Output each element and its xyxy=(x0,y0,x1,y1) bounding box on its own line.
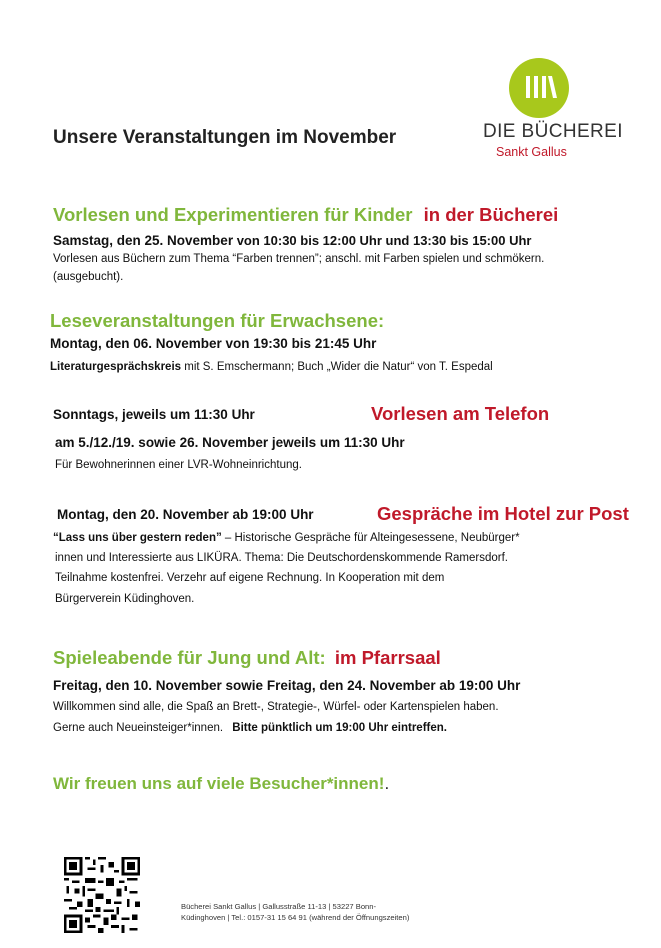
event1-note: (ausgebucht). xyxy=(53,271,124,283)
event1-time: von 10:30 bis 12:00 Uhr und 13:30 bis 15:00 Uhr xyxy=(233,233,532,248)
event1-date-line xyxy=(53,233,531,248)
event2-desc-bold: Literaturgesprächskreis xyxy=(50,361,182,373)
event2-description-line xyxy=(50,361,493,373)
event5-dates: Freitag, den 10. November sowie Freitag, den 24. November ab 19:00 Uhr xyxy=(53,678,521,693)
event2-desc: mit S. Emschermann; Buch „Wider die Natur“ von T. Espedal xyxy=(181,361,493,373)
event5-desc2-line xyxy=(53,722,447,734)
footer-line1: Bücherei Sankt Gallus | Gallusstraße 11-13 | 53227 Bonn- xyxy=(181,902,377,911)
closing-text: Wir freuen uns auf viele Besucher*innen! xyxy=(53,774,385,793)
event3-description: Für Bewohnerinnen einer LVR-Wohneinrichtung. xyxy=(55,459,302,471)
logo-mark-icon xyxy=(509,58,569,118)
closing-period: . xyxy=(384,774,390,793)
event3-heading: Vorlesen am Telefon xyxy=(371,403,550,424)
page-title: Unsere Veranstaltungen im November xyxy=(53,127,397,148)
qr-code-icon xyxy=(64,857,140,933)
event2-date: Montag, den 06. November von 19:30 bis 21:45 Uhr xyxy=(50,336,377,351)
event3-when: Sonntags, jeweils um 11:30 Uhr xyxy=(53,407,255,422)
logo-subtitle: Sankt Gallus xyxy=(496,145,567,159)
event4-when: Montag, den 20. November ab 19:00 Uhr xyxy=(57,507,314,522)
event1-date: Samstag, den 25. November xyxy=(53,233,234,248)
event4-desc3: Teilnahme kostenfrei. Verzehr auf eigene Rechnung. In Kooperation mit dem xyxy=(55,572,445,584)
event1-description: Vorlesen aus Büchern zum Thema “Farben trennen”; anschl. mit Farben spielen und schmökern. xyxy=(53,253,545,265)
event4-heading: Gespräche im Hotel zur Post xyxy=(377,503,629,524)
event4-quote-line xyxy=(53,532,520,544)
event2-heading: Leseveranstaltungen für Erwachsene: xyxy=(50,310,385,331)
event5-heading-line xyxy=(53,647,441,669)
event5-desc2-bold: Bitte pünktlich um 19:00 Uhr eintreffen. xyxy=(232,722,447,734)
logo-name: DIE BÜCHEREI xyxy=(483,121,623,142)
footer-line2: Küdinghoven | Tel.: 0157-31 15 64 91 (während der Öffnungszeiten) xyxy=(181,913,410,922)
event5-heading: Spieleabende für Jung und Alt: xyxy=(53,647,326,668)
event5-location: im Pfarrsaal xyxy=(334,647,441,668)
event5-desc2: Gerne auch Neueinsteiger*innen. xyxy=(53,722,224,734)
event1-heading: Vorlesen und Experimentieren für Kinder xyxy=(53,204,413,225)
event4-desc1: – Historische Gespräche für Alteingesessene, Neubürger* xyxy=(221,532,520,544)
event4-desc4: Bürgerverein Küdinghoven. xyxy=(55,593,195,605)
event4-desc2: innen und Interessierte aus LIKÜRA. Thema: Die Deutschordenskommende Ramersdorf. xyxy=(55,552,508,564)
logo-circle xyxy=(509,58,569,118)
event1-location: in der Bücherei xyxy=(423,204,559,225)
event5-desc1: Willkommen sind alle, die Spaß an Brett-, Strategie-, Würfel- oder Kartenspielen haben. xyxy=(53,701,499,713)
event3-dates: am 5./12./19. sowie 26. November jeweils um 11:30 Uhr xyxy=(55,435,405,450)
closing-line xyxy=(53,774,389,794)
event1-heading-line xyxy=(53,204,558,226)
event4-quote: “Lass uns über gestern reden” xyxy=(53,532,222,544)
